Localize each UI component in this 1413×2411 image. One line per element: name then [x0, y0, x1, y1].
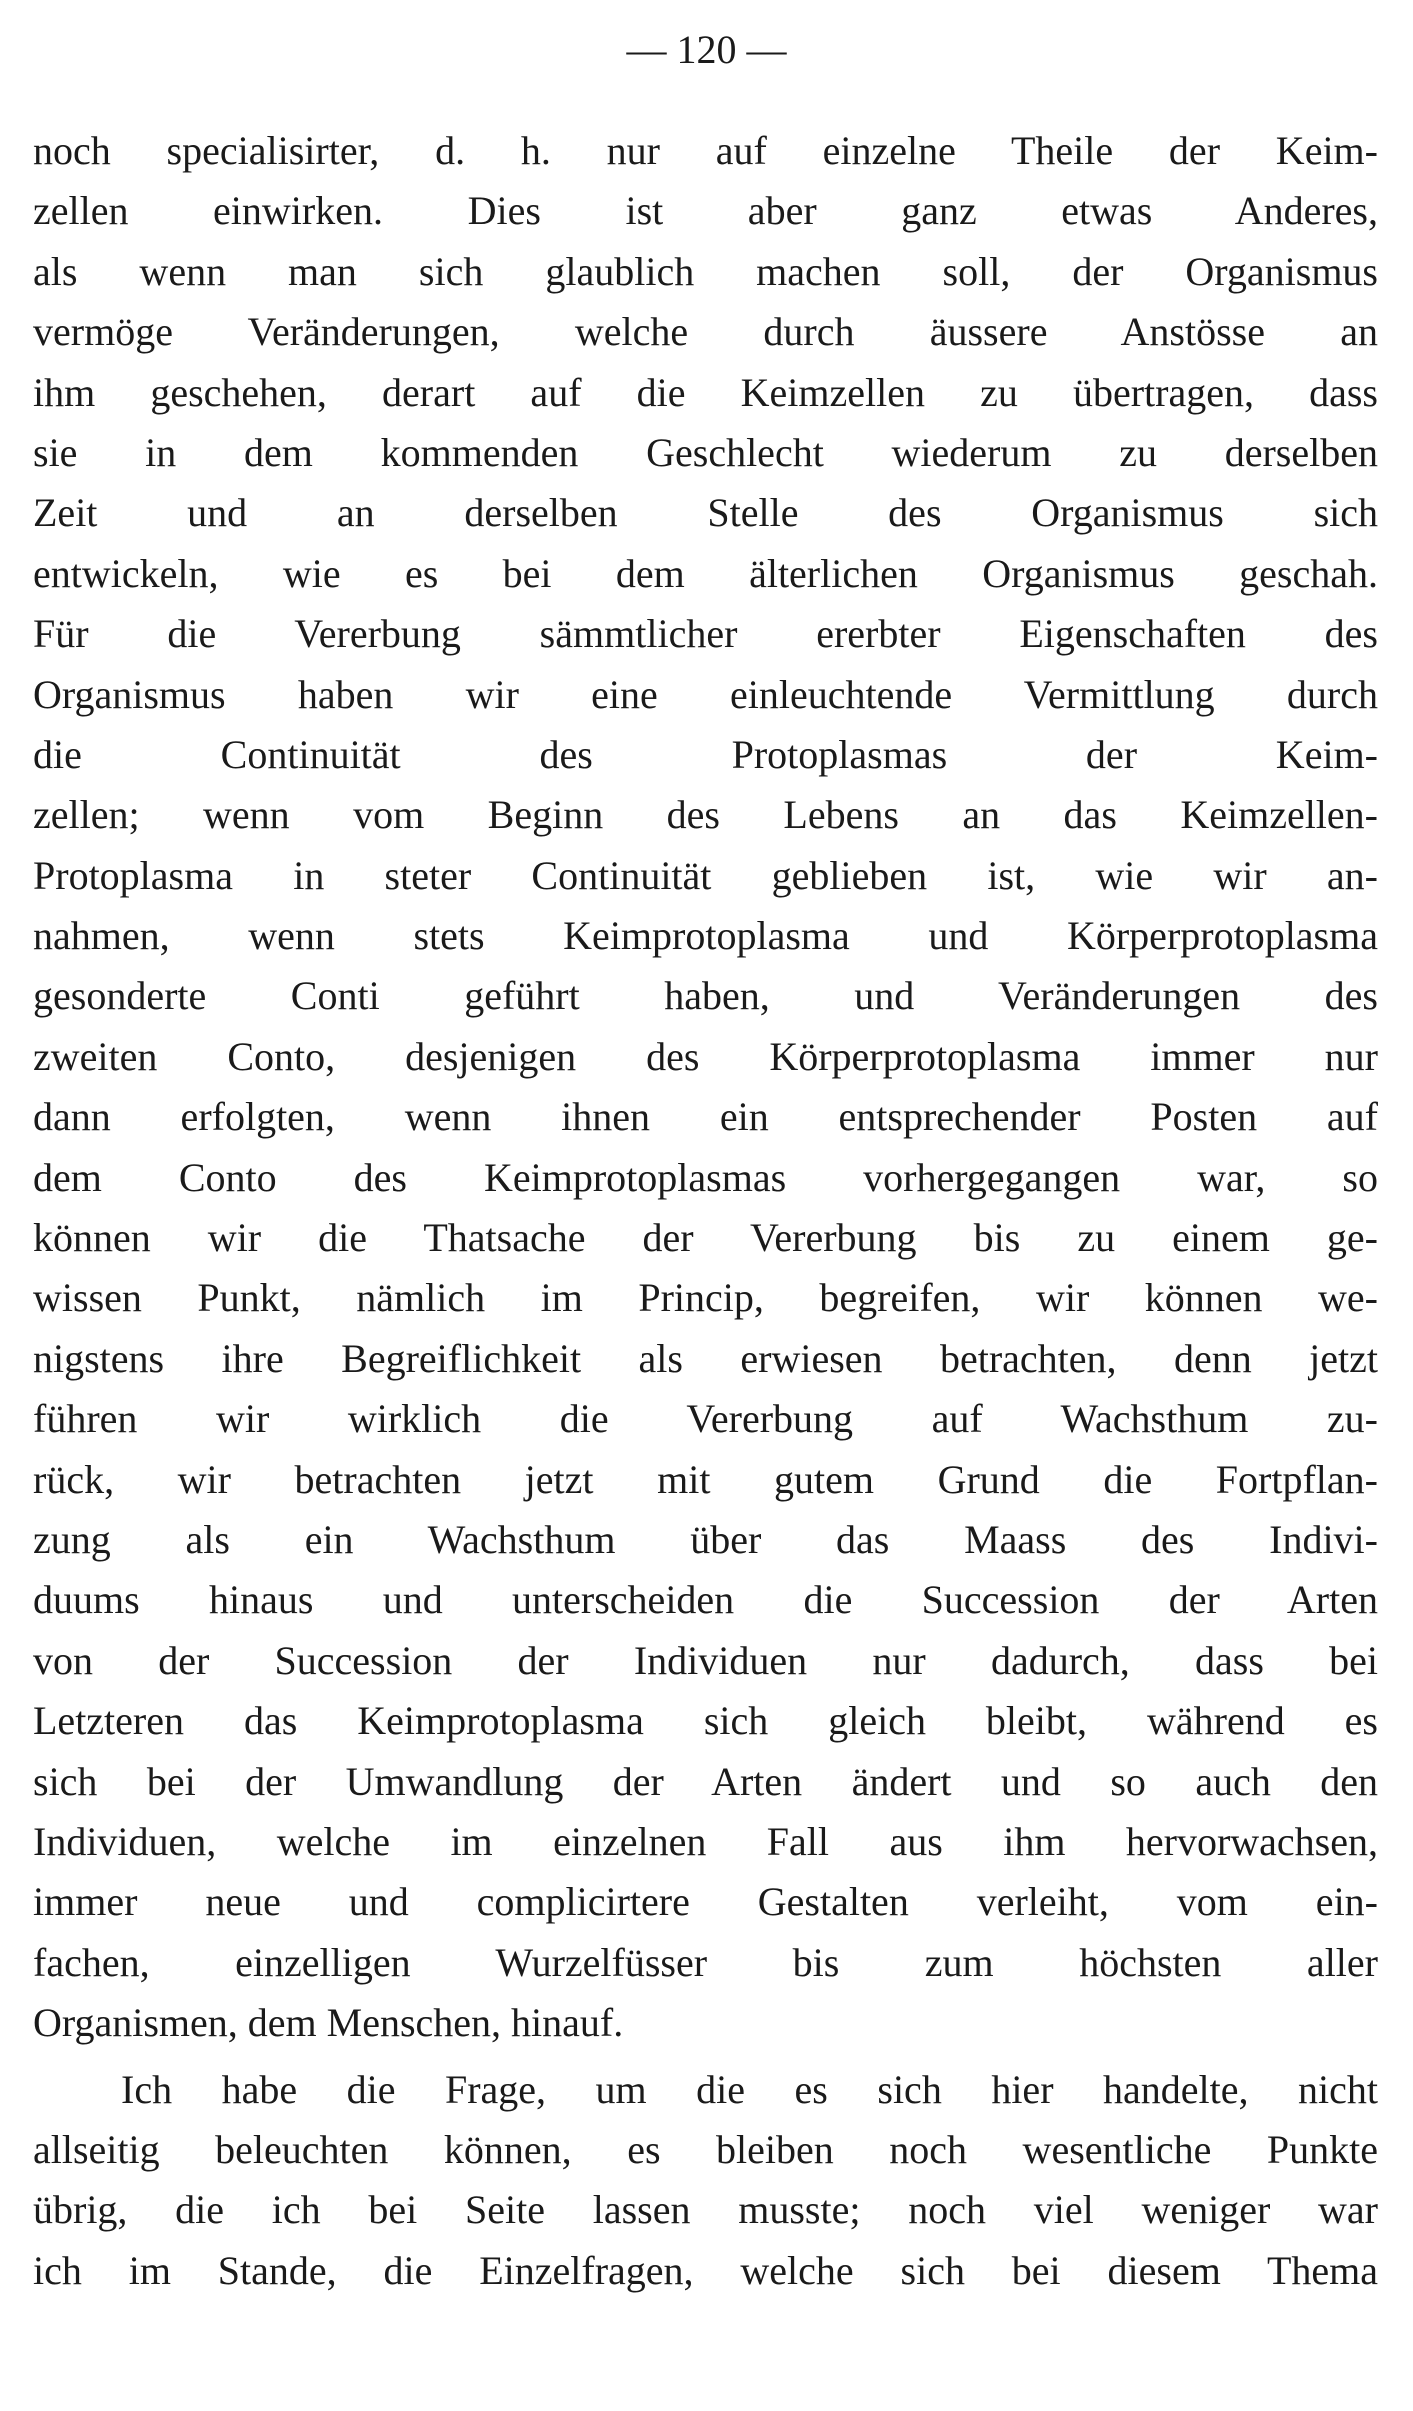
text-line: Ich habe die Frage, um die es sich hier handelte, nicht: [121, 2066, 1378, 2112]
text-line: allseitig beleuchten können, es bleiben noch wesentliche Punkte: [33, 2126, 1378, 2172]
text-line: sie in dem kommenden Geschlecht wiederum zu derselben: [33, 429, 1378, 475]
text-line: zellen einwirken. Dies ist aber ganz etwas Anderes,: [33, 188, 1378, 234]
text-line: immer neue und complicirtere Gestalten verleiht, vom ein-: [33, 1879, 1378, 1925]
page-number: — 120 —: [626, 27, 787, 72]
text-line: Protoplasma in steter Continuität geblieben ist, wie wir an-: [33, 852, 1378, 898]
text-line: Für die Vererbung sämmtlicher ererbter Eigenschaften des: [33, 611, 1378, 657]
text-line: ihm geschehen, derart auf die Keimzellen zu übertragen, dass: [33, 369, 1378, 415]
paragraph-1: [33, 121, 1378, 2054]
paragraph-2: [33, 2060, 1378, 2302]
text-line: von der Succession der Individuen nur dadurch, dass bei: [33, 1637, 1378, 1683]
text-line: gesonderte Conti geführt haben, und Veränderungen des: [33, 973, 1378, 1019]
text-line: zung als ein Wachsthum über das Maass des Indivi-: [33, 1516, 1378, 1562]
text-line: zellen; wenn vom Beginn des Lebens an das Keimzellen-: [33, 792, 1378, 838]
text-line: vermöge Veränderungen, welche durch äussere Anstösse an: [33, 309, 1378, 355]
text-line: Organismen, dem Menschen, hinauf.: [33, 2000, 624, 2046]
text-line: können wir die Thatsache der Vererbung bis zu einem ge-: [33, 1215, 1378, 1261]
text-line: ich im Stande, die Einzelfragen, welche sich bei diesem Thema: [33, 2247, 1378, 2293]
text-line: rück, wir betrachten jetzt mit gutem Grund die Fortpflan-: [33, 1456, 1378, 1502]
text-line: wissen Punkt, nämlich im Princip, begreifen, wir können we-: [33, 1275, 1378, 1321]
text-line: führen wir wirklich die Vererbung auf Wachsthum zu-: [33, 1396, 1378, 1442]
text-line: Individuen, welche im einzelnen Fall aus ihm hervorwachsen,: [33, 1818, 1378, 1864]
text-line: fachen, einzelligen Wurzelfüsser bis zum höchsten aller: [33, 1939, 1378, 1985]
text-line: duums hinaus und unterscheiden die Succession der Arten: [33, 1577, 1378, 1623]
text-line: dann erfolgten, wenn ihnen ein entsprechender Posten auf: [33, 1094, 1378, 1140]
text-line: nahmen, wenn stets Keimprotoplasma und Körperprotoplasma: [33, 913, 1378, 959]
text-line: als wenn man sich glaublich machen soll, der Organismus: [33, 248, 1378, 294]
text-line: übrig, die ich bei Seite lassen musste; noch viel weniger war: [33, 2187, 1378, 2233]
text-line: nigstens ihre Begreiflichkeit als erwiesen betrachten, denn jetzt: [33, 1335, 1378, 1381]
text-line: entwickeln, wie es bei dem älterlichen Organismus geschah.: [33, 550, 1378, 596]
text-line: dem Conto des Keimprotoplasmas vorhergegangen war, so: [33, 1154, 1378, 1200]
text-line: noch specialisirter, d. h. nur auf einzelne Theile der Keim-: [33, 128, 1378, 173]
text-line: Letzteren das Keimprotoplasma sich gleich bleibt, während es: [33, 1698, 1378, 1744]
text-line: sich bei der Umwandlung der Arten ändert und so auch den: [33, 1758, 1378, 1804]
text-line: die Continuität des Protoplasmas der Keim-: [33, 731, 1378, 777]
body-text: [33, 121, 1378, 2301]
text-line: zweiten Conto, desjenigen des Körperprotoplasma immer nur: [33, 1033, 1378, 1079]
text-line: Organismus haben wir eine einleuchtende Vermittlung durch: [33, 671, 1378, 717]
text-line: Zeit und an derselben Stelle des Organismus sich: [33, 490, 1378, 536]
